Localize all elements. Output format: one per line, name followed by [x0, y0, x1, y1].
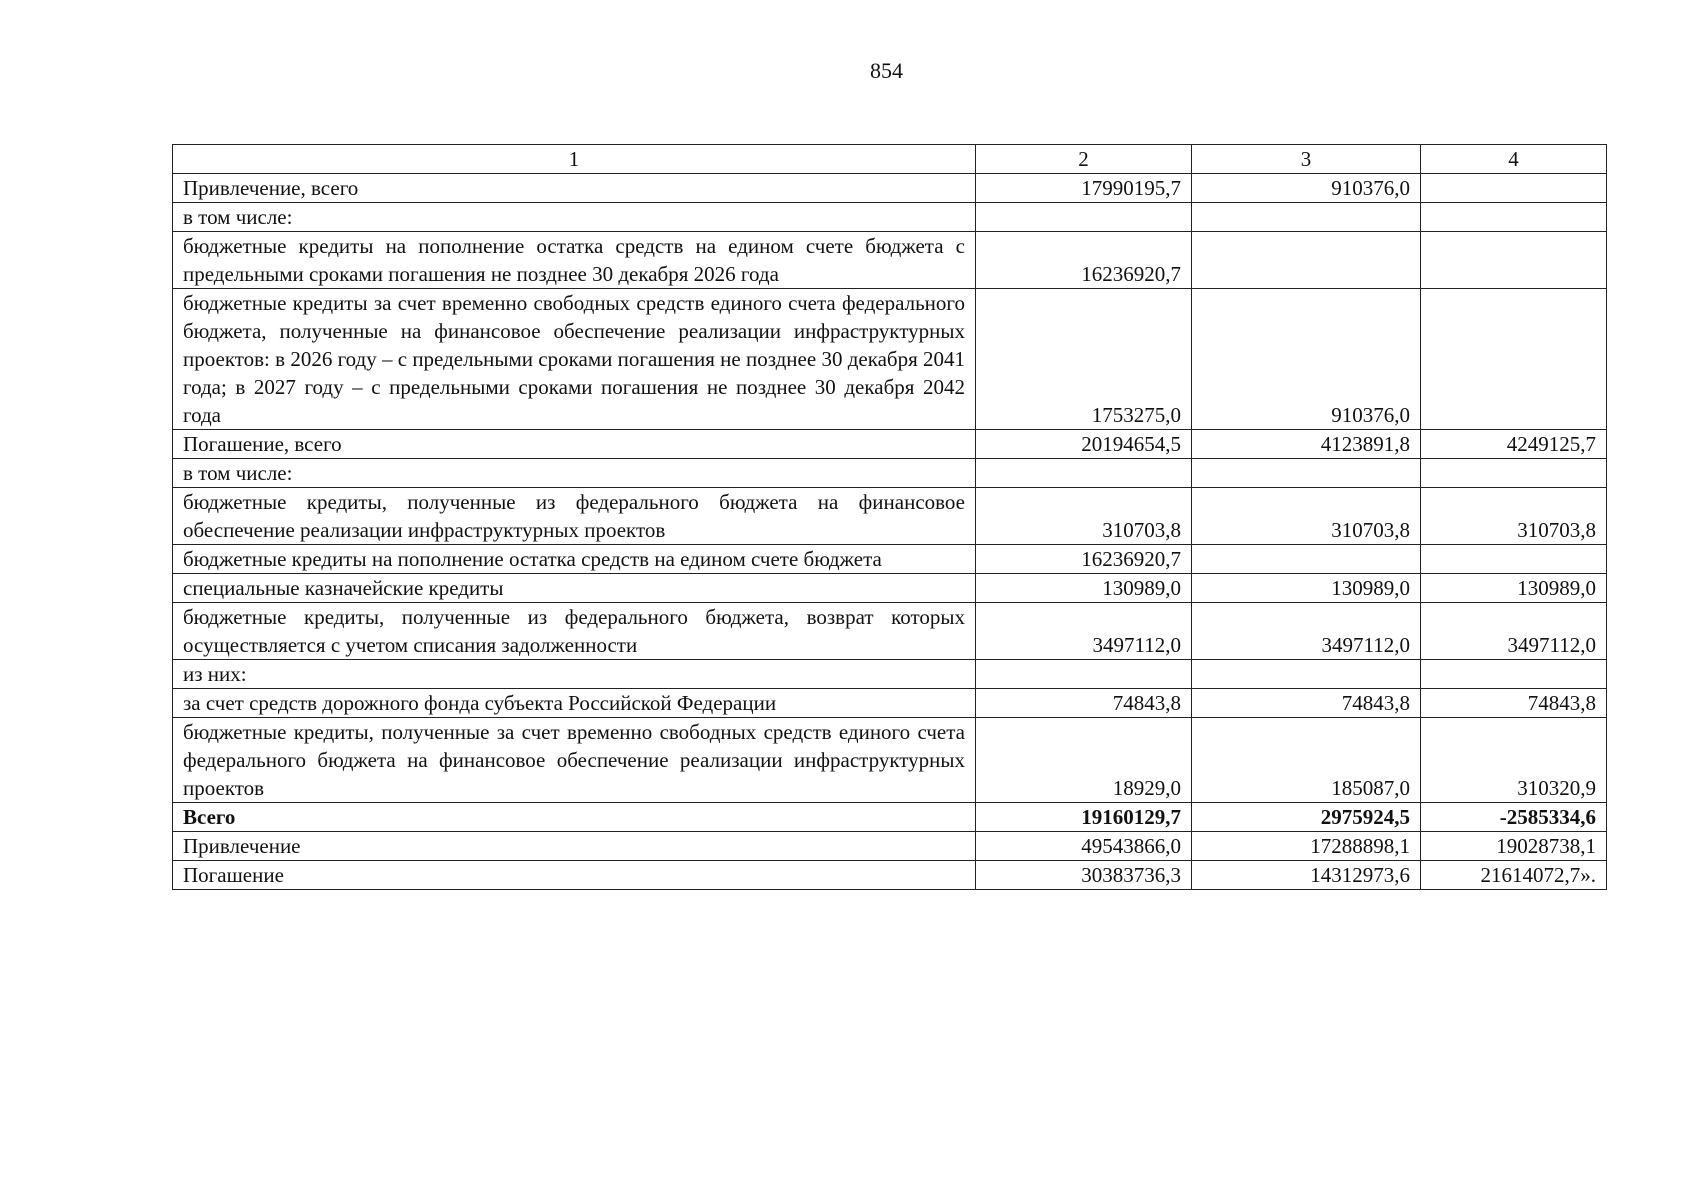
row-value-col4: 19028738,1 [1421, 832, 1607, 861]
row-value-col4: -2585334,6 [1421, 803, 1607, 832]
row-label: бюджетные кредиты за счет временно свободных средств единого счета федерального бюджета, полученные на финансовое обеспечение реализации инфраструктурных проектов: в 2026 году – с предельными сроками погашения не позднее 30 декабря 2041 года; в 2027 году – с предельными сроками погашения не позднее 30 декабря 2042 года [173, 289, 976, 430]
row-value-col2 [976, 660, 1192, 689]
header-col-2: 2 [976, 145, 1192, 174]
row-label: Погашение [173, 861, 976, 890]
row-value-col3: 130989,0 [1192, 574, 1421, 603]
header-col-4: 4 [1421, 145, 1607, 174]
table-row [173, 718, 1607, 803]
row-label: Всего [173, 803, 976, 832]
row-value-col2: 49543866,0 [976, 832, 1192, 861]
row-value-col3: 14312973,6 [1192, 861, 1421, 890]
row-value-col2: 18929,0 [976, 718, 1192, 803]
row-value-col2 [976, 459, 1192, 488]
row-label: бюджетные кредиты на пополнение остатка средств на едином счете бюджета с предельными сроками погашения не позднее 30 декабря 2026 года [173, 232, 976, 289]
row-value-col2: 16236920,7 [976, 232, 1192, 289]
row-value-col2: 19160129,7 [976, 803, 1192, 832]
row-value-col2: 74843,8 [976, 689, 1192, 718]
table-row [173, 430, 1607, 459]
row-value-col2: 1753275,0 [976, 289, 1192, 430]
table-row [173, 174, 1607, 203]
row-value-col4 [1421, 459, 1607, 488]
row-label: Привлечение [173, 832, 976, 861]
header-col-1: 1 [173, 145, 976, 174]
row-value-col3 [1192, 660, 1421, 689]
row-value-col4 [1421, 545, 1607, 574]
table-header-row [173, 145, 1607, 174]
table-row [173, 203, 1607, 232]
row-value-col3 [1192, 232, 1421, 289]
row-value-col3: 310703,8 [1192, 488, 1421, 545]
table-row [173, 459, 1607, 488]
row-value-col3: 74843,8 [1192, 689, 1421, 718]
header-col-3: 3 [1192, 145, 1421, 174]
row-value-col2 [976, 203, 1192, 232]
row-label: Погашение, всего [173, 430, 976, 459]
row-value-col2: 3497112,0 [976, 603, 1192, 660]
row-label: бюджетные кредиты на пополнение остатка средств на едином счете бюджета [173, 545, 976, 574]
table-row [173, 660, 1607, 689]
row-label: бюджетные кредиты, полученные из федерального бюджета на финансовое обеспечение реализации инфраструктурных проектов [173, 488, 976, 545]
row-value-col3: 910376,0 [1192, 174, 1421, 203]
table-row [173, 289, 1607, 430]
table-row-total [173, 803, 1607, 832]
row-label: специальные казначейские кредиты [173, 574, 976, 603]
row-label: за счет средств дорожного фонда субъекта Российской Федерации [173, 689, 976, 718]
row-value-col4 [1421, 660, 1607, 689]
row-value-col4: 74843,8 [1421, 689, 1607, 718]
row-value-col4 [1421, 203, 1607, 232]
table-row [173, 574, 1607, 603]
table-row [173, 689, 1607, 718]
row-label: в том числе: [173, 459, 976, 488]
row-value-col3: 17288898,1 [1192, 832, 1421, 861]
row-value-col4 [1421, 232, 1607, 289]
row-value-col4: 130989,0 [1421, 574, 1607, 603]
row-label: бюджетные кредиты, полученные за счет временно свободных средств единого счета федерального бюджета на финансовое обеспечение реализации инфраструктурных проектов [173, 718, 976, 803]
row-value-col4 [1421, 289, 1607, 430]
row-value-col3 [1192, 459, 1421, 488]
budget-table [172, 144, 1607, 890]
row-value-col2: 20194654,5 [976, 430, 1192, 459]
table-row [173, 232, 1607, 289]
row-value-col3: 2975924,5 [1192, 803, 1421, 832]
row-label: в том числе: [173, 203, 976, 232]
row-value-col3 [1192, 203, 1421, 232]
row-value-col2: 16236920,7 [976, 545, 1192, 574]
row-label: бюджетные кредиты, полученные из федерального бюджета, возврат которых осуществляется с учетом списания задолженности [173, 603, 976, 660]
row-value-col3: 4123891,8 [1192, 430, 1421, 459]
page-number: 854 [870, 58, 903, 83]
table-row [173, 832, 1607, 861]
row-value-col4: 310703,8 [1421, 488, 1607, 545]
row-value-col3 [1192, 545, 1421, 574]
row-value-col2: 310703,8 [976, 488, 1192, 545]
row-value-col3: 3497112,0 [1192, 603, 1421, 660]
row-value-col4: 4249125,7 [1421, 430, 1607, 459]
table-row [173, 488, 1607, 545]
row-value-col4 [1421, 174, 1607, 203]
row-value-col3: 185087,0 [1192, 718, 1421, 803]
row-value-col3: 910376,0 [1192, 289, 1421, 430]
row-value-col4: 3497112,0 [1421, 603, 1607, 660]
table-row [173, 861, 1607, 890]
row-value-col4: 310320,9 [1421, 718, 1607, 803]
row-value-col2: 130989,0 [976, 574, 1192, 603]
row-label: из них: [173, 660, 976, 689]
row-value-col2: 30383736,3 [976, 861, 1192, 890]
table-row [173, 603, 1607, 660]
row-value-col2: 17990195,7 [976, 174, 1192, 203]
table-row [173, 545, 1607, 574]
row-value-col4: 21614072,7». [1421, 861, 1607, 890]
row-label: Привлечение, всего [173, 174, 976, 203]
